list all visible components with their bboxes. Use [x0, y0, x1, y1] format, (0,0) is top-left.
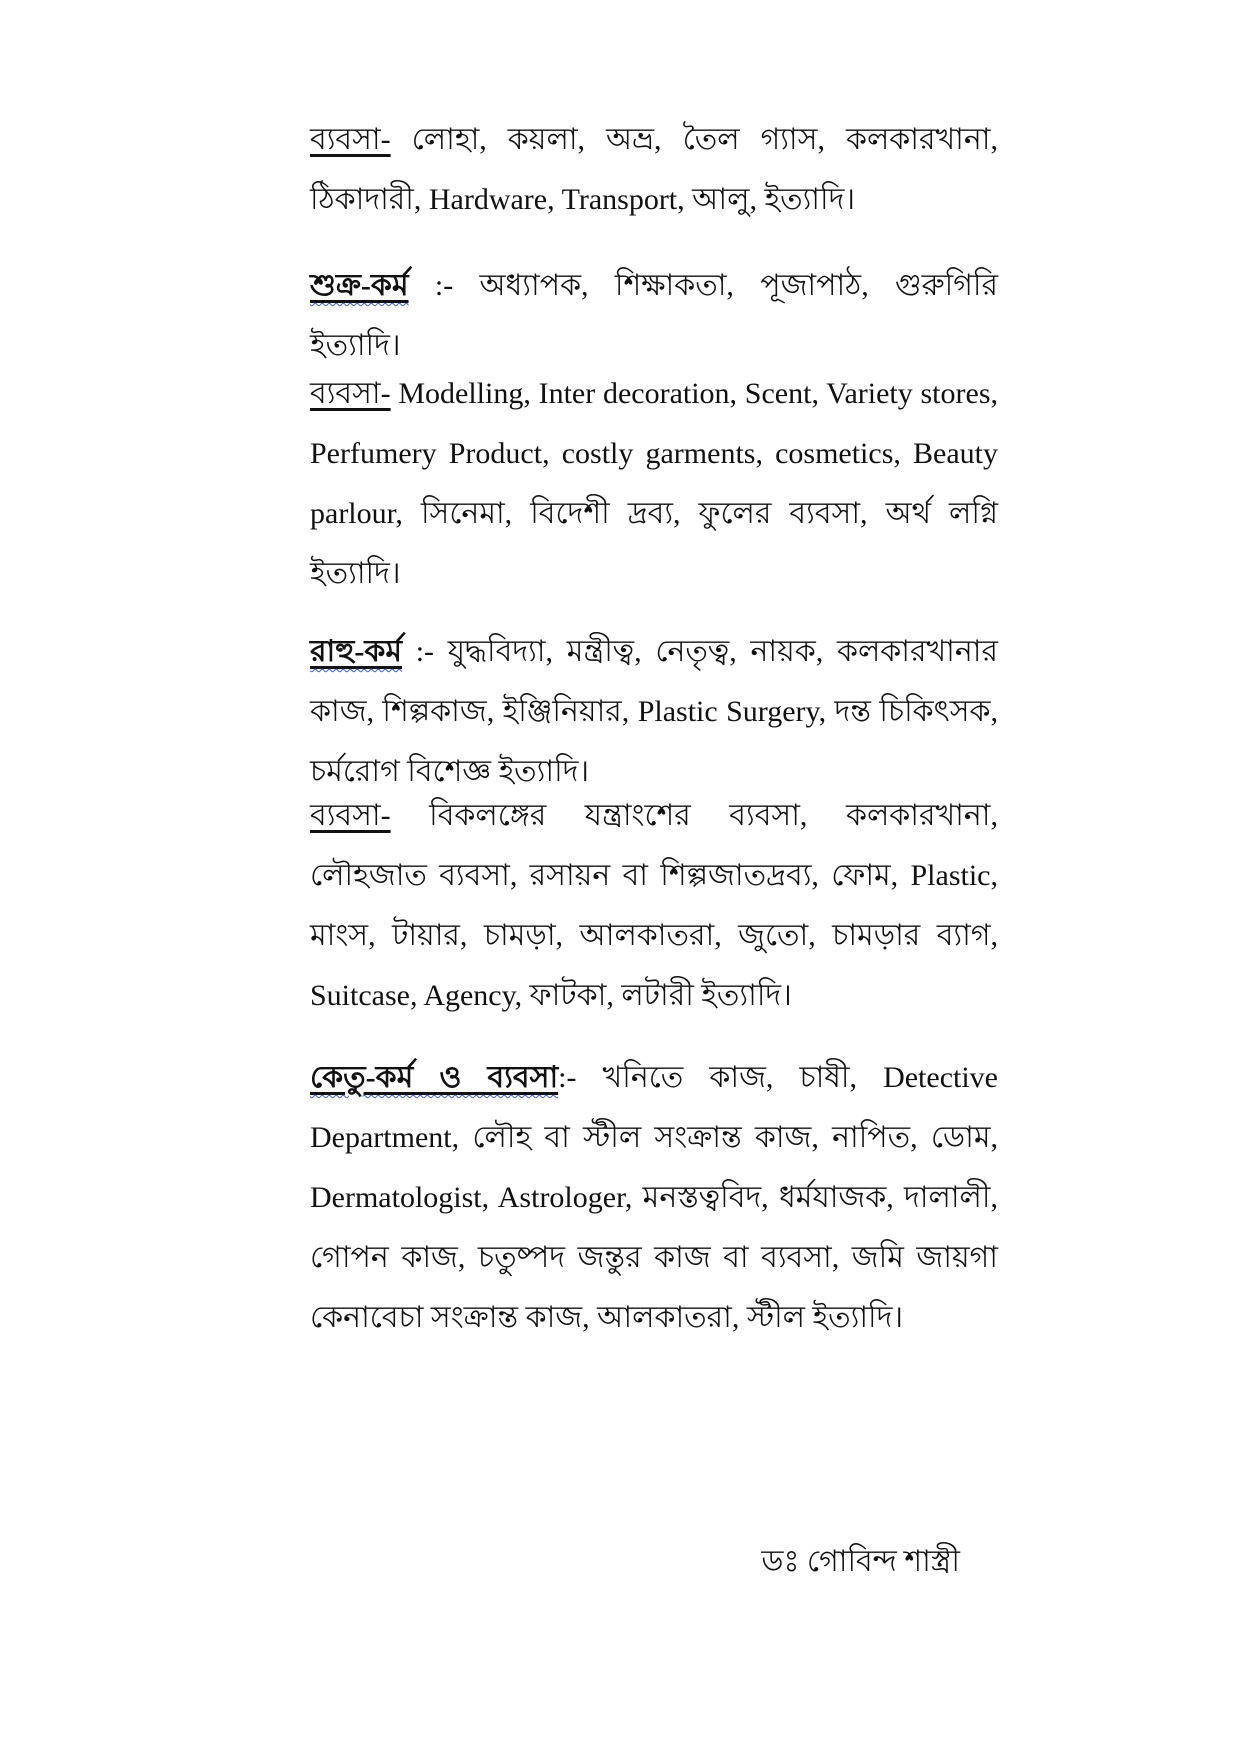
ketu-paragraph	[310, 1048, 998, 1348]
business-label: ব্যবসা-	[310, 123, 391, 156]
surya-business-paragraph	[310, 110, 998, 230]
business-text: Modelling, Inter decoration, Scent, Variety stores, Perfumery Product, costly garments, cosmetics, Beauty parlour, সিনেমা, বিদেশী দ্রব্য, ফুলের ব্যবসা, অর্থ লগ্নি ইত্যাদি।	[310, 377, 998, 590]
business-label: ব্যবসা-	[310, 377, 391, 410]
business-label: ব্যবসা-	[310, 799, 391, 832]
ketu-text: :- খনিতে কাজ, চাষী, Detective Department, লৌহ বা স্টীল সংক্রান্ত কাজ, নাপিত, ডোম, Dermatologist, Astrologer, মনস্তত্ববিদ, ধর্মযাজক, দালালী, গোপন কাজ, চতুষ্পদ জন্তুর কাজ বা ব্যবসা, জমি জায়গা কেনাবেচা সংক্রান্ত কাজ, আলকাতরা, স্টীল ইত্যাদি।	[310, 1061, 999, 1334]
rahu-business-paragraph	[310, 786, 998, 1026]
rahu-karma-paragraph	[310, 622, 998, 802]
karma-text: :- অধ্যাপক, শিক্ষাকতা, পূজাপাঠ, গুরুগিরি ইত্যাদি।	[310, 269, 998, 362]
author-signature: ডঃ গোবিন্দ শাস্ত্রী	[761, 1545, 960, 1578]
shukra-karma-paragraph	[310, 256, 998, 376]
business-text: লোহা, কয়লা, অভ্র, তৈল গ্যাস, কলকারখানা, ঠিকাদারী, Hardware, Transport, আলু, ইত্যাদি।	[310, 123, 998, 216]
section-heading-ketu: কেতু-কর্ম ও ব্যবসা	[310, 1061, 559, 1094]
business-text: বিকলঙ্গের যন্ত্রাংশের ব্যবসা, কলকারখানা, লৌহজাত ব্যবসা, রসায়ন বা শিল্পজাতদ্রব্য, ফোম, Plastic, মাংস, টায়ার, চামড়া, আলকাতরা, জুতো, চামড়ার ব্যাগ, Suitcase, Agency, ফাটকা, লটারী ইত্যাদি।	[310, 799, 998, 1012]
shukra-business-paragraph	[310, 364, 998, 604]
karma-text: :- যুদ্ধবিদ্যা, মন্ত্রীত্ব, নেতৃত্ব, নায়ক, কলকারখানার কাজ, শিল্পকাজ, ইঞ্জিনিয়ার, Plastic Surgery, দন্ত চিকিৎসক, চর্মরোগ বিশেজ্ঞ ইত্যাদি।	[310, 635, 998, 788]
section-heading-rahu: রাহু-কর্ম	[310, 635, 402, 668]
section-heading-shukra: শুক্র-কর্ম	[310, 269, 409, 302]
